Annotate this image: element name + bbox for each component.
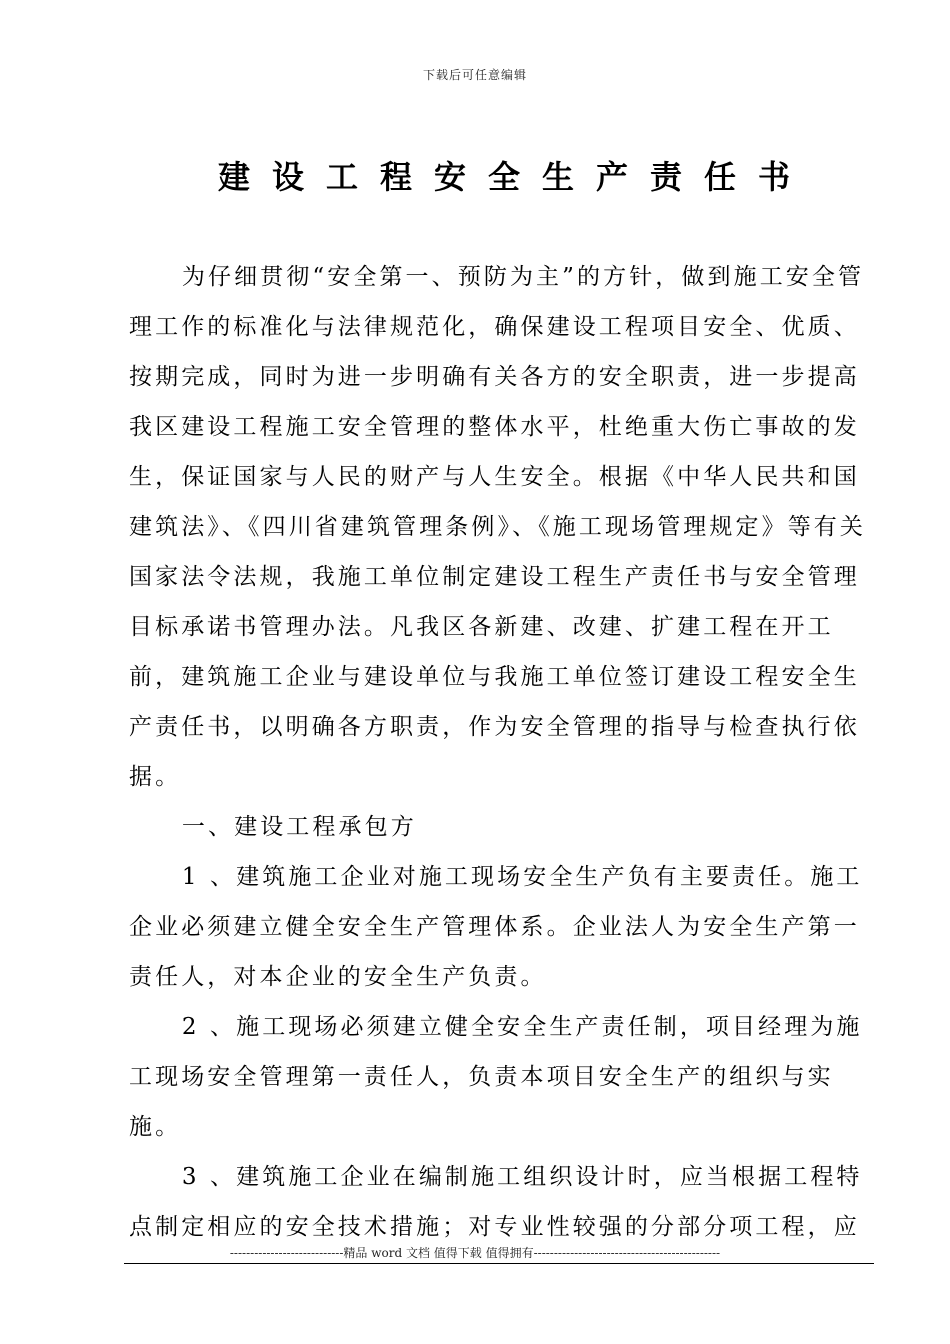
footer-divider [124, 1263, 874, 1264]
document-body [129, 252, 869, 1252]
header-note: 下载后可任意编辑 [422, 68, 527, 82]
clause-1-paragraph: 1 、建筑施工企业对施工现场安全生产负有主要责任。施工企业必须建立健全安全生产管理体系。企业法人为安全生产第一责任人，对本企业的安全生产负责。 [129, 864, 863, 990]
clause-3-paragraph: 3 、建筑施工企业在编制施工组织设计时，应当根据工程特点制定相应的安全技术措施；对专业性较强的分部分项工程，应 [129, 1164, 863, 1240]
intro-paragraph: 为仔细贯彻“安全第一、预防为主”的方针，做到施工安全管理工作的标准化与法律规范化，确保建设工程项目安全、优质、按期完成，同时为进一步明确有关各方的安全职责，进一步提高我区建设工程施工安全管理的整体水平，杜绝重大伤亡事故的发生，保证国家与人民的财产与人生安全。根据《中华人民共和国建筑法》、《四川省建筑管理条例》、《施工现场管理规定》等有关国家法令法规，我施工单位制定建设工程生产责任书与安全管理目标承诺书管理办法。凡我区各新建、改建、扩建工程在开工前，建筑施工企业与建设单位与我施工单位签订建设工程安全生产责任书，以明确各方职责，作为安全管理的指导与检查执行依据。 [129, 264, 866, 790]
section-heading-contractor: 一、建设工程承包方 [181, 814, 417, 840]
footer-note: ----------------------------精品 word 文档 值得下载 值得拥有---------------------------------------------- [229, 1246, 721, 1260]
clause-2-paragraph: 2 、施工现场必须建立健全安全生产责任制，项目经理为施工现场安全管理第一责任人，负责本项目安全生产的组织与实施。 [129, 1014, 863, 1140]
document-title: 建设工程安全生产责任书 [217, 158, 812, 196]
